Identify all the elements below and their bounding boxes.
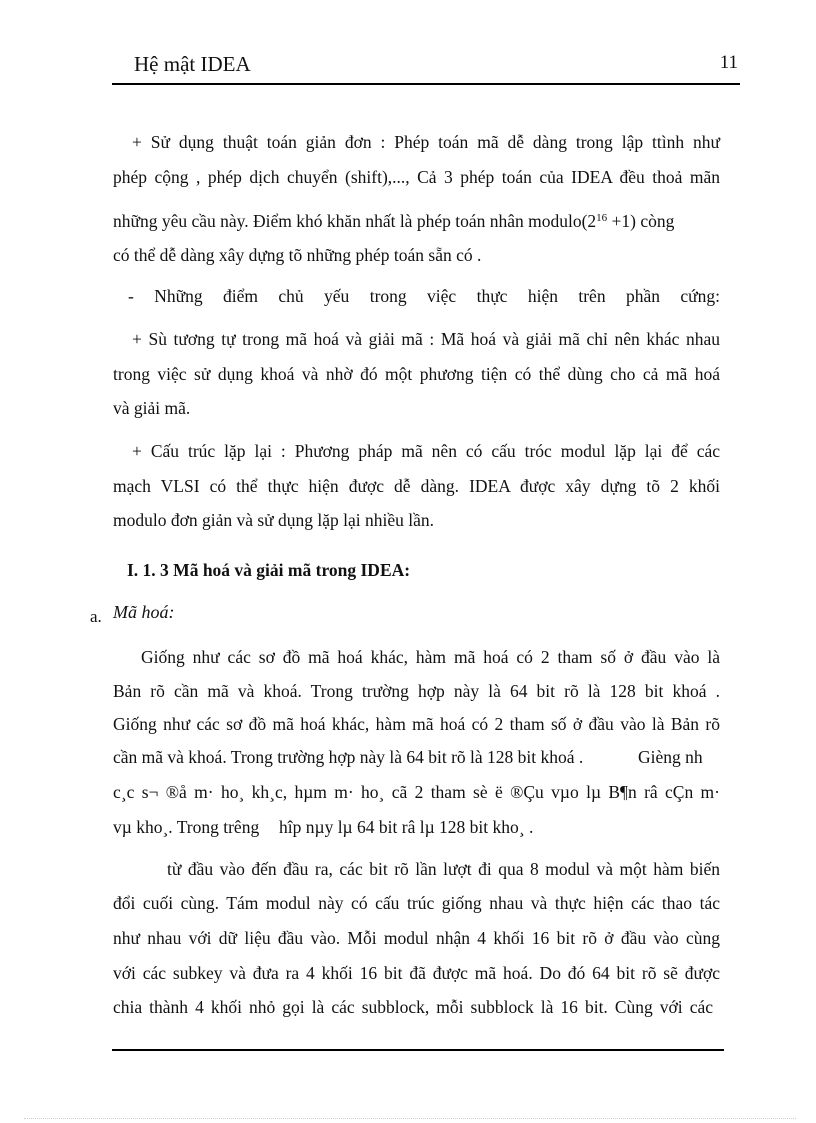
page-edge-divider <box>24 1118 796 1119</box>
page-header <box>112 50 740 82</box>
text-line: có thể dễ dàng xây dựng tõ những phép toán sẵn có . <box>113 245 482 265</box>
text-line: chia thành 4 khối nhỏ gọi là các subblock, mỗi subblock là 16 bit. Cùng với các <box>113 997 713 1017</box>
garbled-text-line <box>113 816 720 838</box>
text-line-with-superscript <box>113 210 674 232</box>
subsection-title: Mã hoá: <box>113 602 175 622</box>
text-line: + Sù tương tự trong mã hoá và giải mã : Mã hoá và giải mã chỉ nên khác nhau <box>132 329 720 349</box>
header-rule <box>112 83 740 85</box>
section-heading: I. 1. 3 Mã hoá và giải mã trong IDEA: <box>127 560 411 580</box>
footer-rule <box>112 1049 724 1051</box>
text-line: trong việc sử dụng khoá và nhờ đó một phương tiện có thể dùng cho cả mã hoá <box>113 364 720 384</box>
text-line: + Cấu trúc lặp lại : Phương pháp mã nên có cấu tróc modul lặp lại để các <box>132 441 720 461</box>
page-number: 11 <box>719 52 738 73</box>
garbled-text-segment: Gièng nh <box>638 747 703 767</box>
text-line: - Những điểm chủ yếu trong việc thực hiện trên phần cứng: <box>128 286 720 306</box>
text-line: Giống như các sơ đồ mã hoá khác, hàm mã hoá có 2 tham số ở đầu vào là Bản rõ <box>113 714 720 734</box>
header-title: Hệ mật IDEA <box>134 52 251 76</box>
text-line: đổi cuối cùng. Tám modul này có cấu trúc giống nhau và thực hiện các thao tác <box>113 893 720 913</box>
text-line: với các subkey và đưa ra 4 khối 16 bit đã được mã hoá. Do đó 64 bit rõ sẽ được <box>113 963 720 983</box>
garbled-text-segment: vµ kho¸. Trong trêng <box>113 817 260 837</box>
text-line: modulo đơn giản và sử dụng lặp lại nhiều lần. <box>113 510 435 530</box>
text-segment: những yêu cầu này. Điểm khó khăn nhất là phép toán nhân modulo(2 <box>113 211 597 231</box>
text-segment: cần mã và khoá. Trong trường hợp này là 64 bit rõ là 128 bit khoá . <box>113 747 584 767</box>
text-segment: +1) còng <box>607 211 675 231</box>
text-line: phép cộng , phép dịch chuyển (shift),..., Cả 3 phép toán của IDEA đều thoả mãn <box>113 167 720 187</box>
text-line: + Sử dụng thuật toán giản đơn : Phép toán mã dễ dàng trong lập ttình như <box>132 132 720 152</box>
text-line: như nhau với dữ liệu đầu vào. Mỗi modul nhận 4 khối 16 bit rõ ở đầu vào cùng <box>113 928 720 948</box>
text-line: từ đầu vào đến đầu ra, các bit rõ lần lượt đi qua 8 modul và một hàm biến <box>167 859 720 879</box>
text-line: mạch VLSI có thể thực hiện được dễ dàng. IDEA được xây dựng tõ 2 khối <box>113 476 720 496</box>
text-line: và giải mã. <box>113 398 191 418</box>
superscript: 16 <box>596 212 608 224</box>
text-line: Giống như các sơ đồ mã hoá khác, hàm mã hoá có 2 tham số ở đầu vào là <box>141 647 720 667</box>
text-line-mixed <box>113 746 720 768</box>
subsection-marker: a. <box>90 607 102 626</box>
text-line: Bản rõ cần mã và khoá. Trong trường hợp này là 64 bit rõ là 128 bit khoá . <box>113 681 720 701</box>
garbled-text-segment: hîp nµy lµ 64 bit râ lµ 128 bit kho¸ . <box>279 817 534 837</box>
garbled-text-line: c¸c s¬ ®å m· ho¸ kh¸c, hµm m· ho¸ cã 2 tham sè ë ®Çu vµo lµ B¶n râ cÇn m· <box>113 782 720 802</box>
